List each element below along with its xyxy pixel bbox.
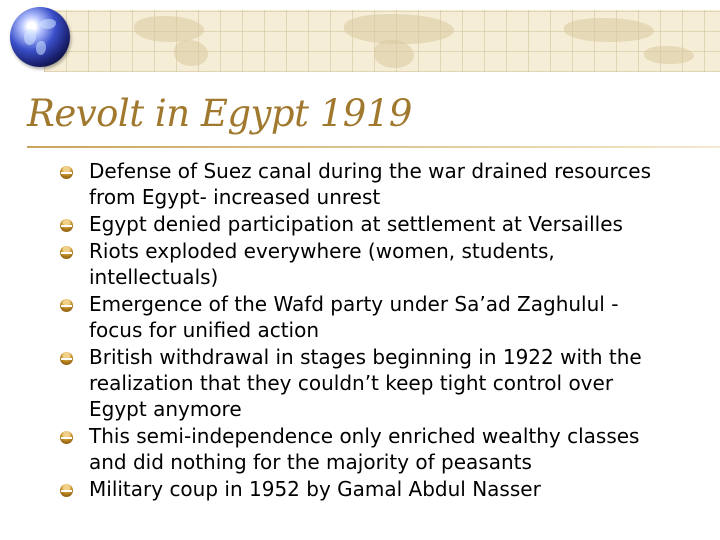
bullet-item: [60, 344, 660, 422]
bullet-text: Defense of Suez canal during the war drained resources from Egypt- increased unrest: [89, 159, 652, 209]
globe-icon: [10, 7, 70, 67]
slide-title: Revolt in Egypt 1919: [27, 92, 412, 135]
bullet-item: [60, 238, 660, 290]
bullet-item: [60, 291, 660, 343]
gold-disc-bullet-icon: [60, 299, 73, 312]
gold-disc-bullet-icon: [60, 219, 73, 232]
bullet-item: [60, 476, 660, 502]
bullet-item: [60, 211, 660, 237]
bullet-text: British withdrawal in stages beginning in 1922 with the realization that they couldn’t keep tight control over Egypt anymore: [89, 345, 642, 421]
world-map-band: [44, 10, 720, 72]
bullet-list: [60, 158, 660, 503]
gold-disc-bullet-icon: [60, 484, 73, 497]
bullet-text: Egypt denied participation at settlement at Versailles: [89, 212, 623, 236]
bullet-text: Riots exploded everywhere (women, students, intellectuals): [89, 239, 555, 289]
gold-disc-bullet-icon: [60, 352, 73, 365]
bullet-text: This semi-independence only enriched wealthy classes and did nothing for the majority of peasants: [89, 424, 640, 474]
title-divider: [27, 146, 720, 148]
gold-disc-bullet-icon: [60, 166, 73, 179]
bullet-item: [60, 423, 660, 475]
bullet-item: [60, 158, 660, 210]
bullet-text: Emergence of the Wafd party under Sa’ad Zaghulul - focus for unified action: [89, 292, 619, 342]
gold-disc-bullet-icon: [60, 246, 73, 259]
bullet-text: Military coup in 1952 by Gamal Abdul Nasser: [89, 477, 541, 501]
gold-disc-bullet-icon: [60, 431, 73, 444]
